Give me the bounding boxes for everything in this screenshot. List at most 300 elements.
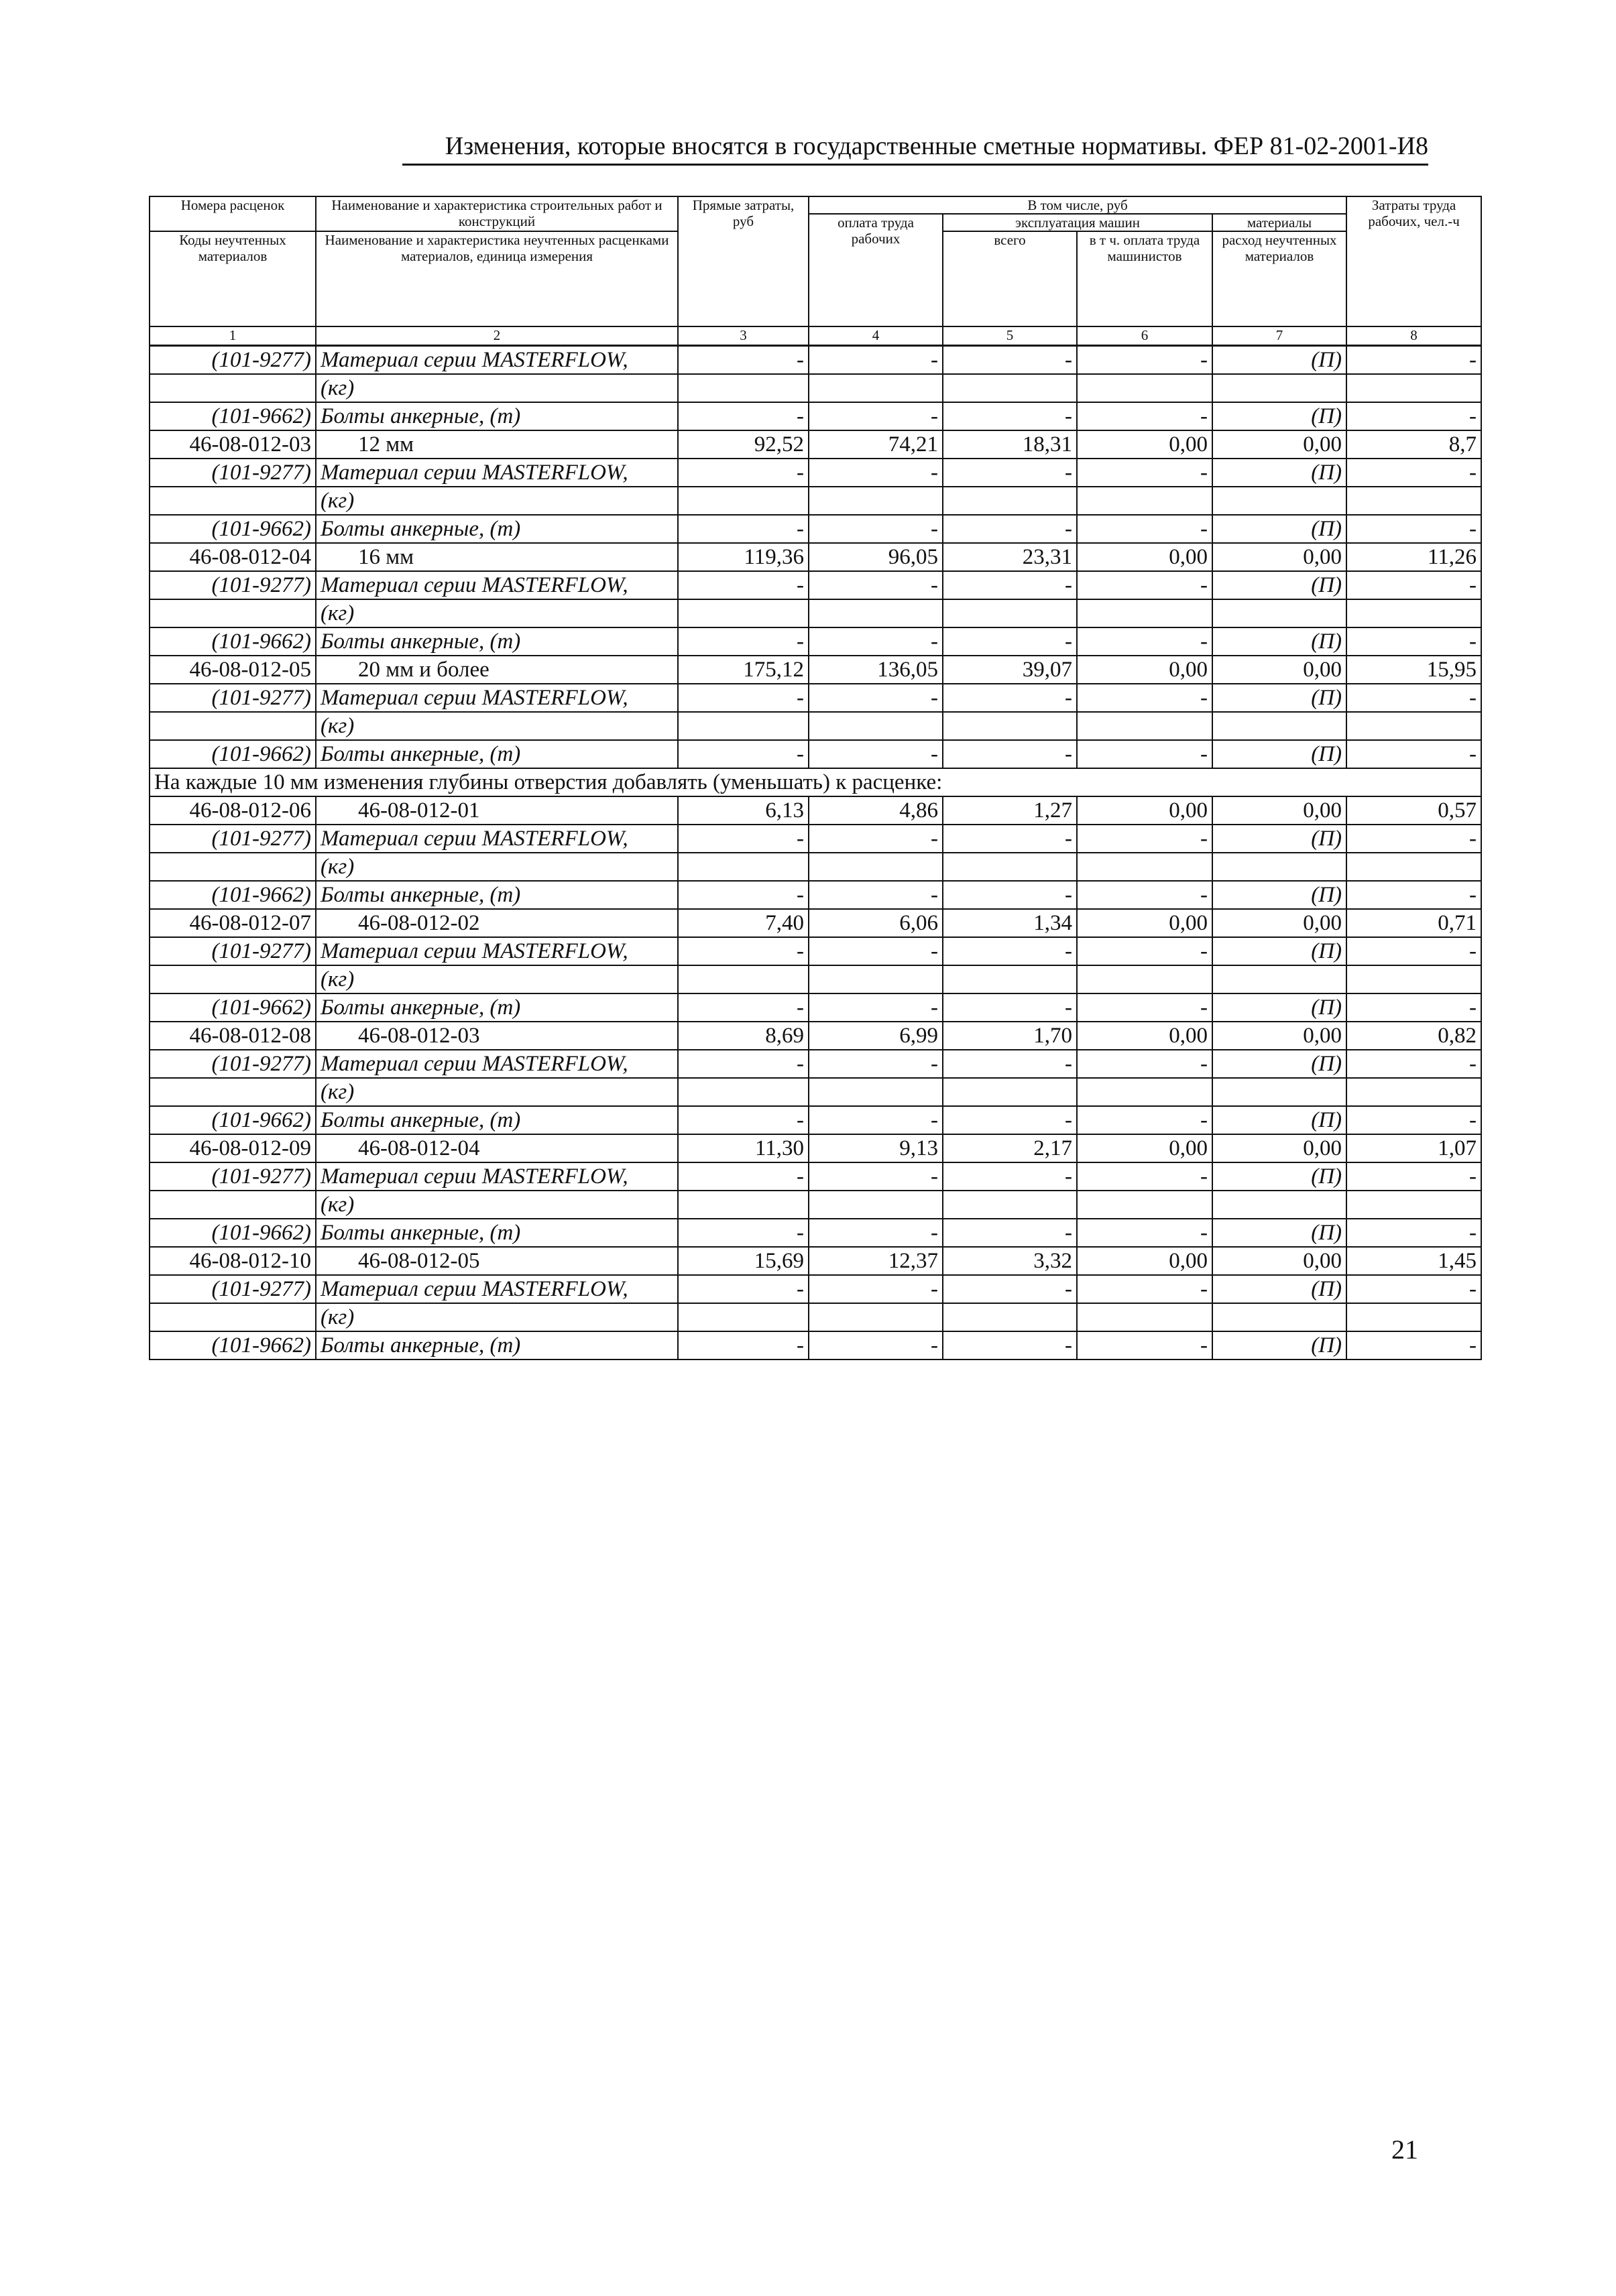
- item-name: Болты анкерные, (т): [316, 1106, 678, 1134]
- materials-value: [1212, 712, 1346, 740]
- direct-costs: -: [678, 346, 809, 375]
- labor-hours: [1346, 965, 1481, 993]
- material-row: [150, 1303, 1481, 1331]
- direct-costs: [678, 853, 809, 881]
- item-name: (кг): [316, 853, 678, 881]
- materials-value: [1212, 374, 1346, 402]
- rate-code: (101-9277): [150, 937, 316, 965]
- labor-pay: [809, 1191, 943, 1219]
- item-name: 46-08-012-02: [316, 909, 678, 937]
- rate-code: 46-08-012-06: [150, 796, 316, 825]
- labor-hours: -: [1346, 1219, 1481, 1247]
- labor-hours: [1346, 374, 1481, 402]
- machine-costs: -: [943, 402, 1077, 430]
- labor-pay: [809, 487, 943, 515]
- item-name: Материал серии MASTERFLOW,: [316, 937, 678, 965]
- rate-code: (101-9662): [150, 1219, 316, 1247]
- labor-hours: -: [1346, 346, 1481, 375]
- machine-costs: -: [943, 937, 1077, 965]
- materials-value: (П): [1212, 515, 1346, 543]
- direct-costs: -: [678, 459, 809, 487]
- direct-costs: -: [678, 937, 809, 965]
- item-name: (кг): [316, 374, 678, 402]
- machinist-pay: -: [1077, 1050, 1212, 1078]
- labor-hours: [1346, 1191, 1481, 1219]
- item-name: (кг): [316, 487, 678, 515]
- labor-hours: -: [1346, 740, 1481, 768]
- column-number: 2: [316, 326, 678, 346]
- labor-hours: -: [1346, 684, 1481, 712]
- labor-pay: [809, 1078, 943, 1106]
- direct-costs: [678, 1078, 809, 1106]
- material-row: [150, 1106, 1481, 1134]
- rate-code: (101-9277): [150, 684, 316, 712]
- page-number: 21: [1391, 2134, 1418, 2165]
- rate-row: [150, 430, 1481, 459]
- labor-hours: 15,95: [1346, 656, 1481, 684]
- material-row: [150, 402, 1481, 430]
- rate-code: [150, 374, 316, 402]
- labor-hours: -: [1346, 571, 1481, 599]
- direct-costs: -: [678, 825, 809, 853]
- machine-costs: -: [943, 1050, 1077, 1078]
- labor-pay: [809, 965, 943, 993]
- labor-hours: -: [1346, 459, 1481, 487]
- machinist-pay: [1077, 1078, 1212, 1106]
- labor-pay: -: [809, 459, 943, 487]
- direct-costs: 15,69: [678, 1247, 809, 1275]
- header-col2-bottom: Наименование и характеристика неучтенных расценками материалов, единица измерения: [316, 231, 678, 326]
- direct-costs: -: [678, 1106, 809, 1134]
- machinist-pay: -: [1077, 571, 1212, 599]
- header-machines-incl: в т ч. оплата труда машинистов: [1077, 231, 1212, 326]
- material-row: [150, 881, 1481, 909]
- direct-costs: 175,12: [678, 656, 809, 684]
- machine-costs: 39,07: [943, 656, 1077, 684]
- item-name: Материал серии MASTERFLOW,: [316, 825, 678, 853]
- machinist-pay: -: [1077, 459, 1212, 487]
- item-name: Материал серии MASTERFLOW,: [316, 1050, 678, 1078]
- machine-costs: 1,27: [943, 796, 1077, 825]
- rate-code: [150, 1303, 316, 1331]
- material-row: [150, 993, 1481, 1022]
- machine-costs: -: [943, 459, 1077, 487]
- direct-costs: 8,69: [678, 1022, 809, 1050]
- direct-costs: [678, 599, 809, 627]
- item-name: Болты анкерные, (т): [316, 993, 678, 1022]
- machine-costs: -: [943, 740, 1077, 768]
- rate-code: [150, 1078, 316, 1106]
- item-name: 46-08-012-03: [316, 1022, 678, 1050]
- labor-pay: -: [809, 1275, 943, 1303]
- machine-costs: -: [943, 1219, 1077, 1247]
- machinist-pay: [1077, 487, 1212, 515]
- section-note: На каждые 10 мм изменения глубины отверстия добавлять (уменьшать) к расценке:: [150, 768, 1481, 796]
- material-row: [150, 1219, 1481, 1247]
- labor-hours: -: [1346, 825, 1481, 853]
- item-name: Болты анкерные, (т): [316, 1219, 678, 1247]
- rate-code: (101-9662): [150, 1106, 316, 1134]
- item-name: Болты анкерные, (т): [316, 515, 678, 543]
- materials-value: (П): [1212, 402, 1346, 430]
- column-number: 4: [809, 326, 943, 346]
- direct-costs: -: [678, 1275, 809, 1303]
- labor-pay: 9,13: [809, 1134, 943, 1162]
- header-labor-hours: Затраты труда рабочих, чел.-ч: [1346, 196, 1481, 326]
- materials-value: (П): [1212, 684, 1346, 712]
- labor-pay: -: [809, 346, 943, 375]
- material-row: [150, 825, 1481, 853]
- machinist-pay: -: [1077, 993, 1212, 1022]
- materials-value: [1212, 1191, 1346, 1219]
- materials-value: 0,00: [1212, 1134, 1346, 1162]
- labor-hours: -: [1346, 1331, 1481, 1360]
- materials-value: [1212, 599, 1346, 627]
- machine-costs: [943, 712, 1077, 740]
- machine-costs: -: [943, 346, 1077, 375]
- column-number-row: [150, 326, 1481, 346]
- materials-value: (П): [1212, 346, 1346, 375]
- rate-code: 46-08-012-10: [150, 1247, 316, 1275]
- labor-pay: -: [809, 515, 943, 543]
- labor-pay: [809, 853, 943, 881]
- item-name: (кг): [316, 965, 678, 993]
- item-name: Болты анкерные, (т): [316, 740, 678, 768]
- rate-code: [150, 965, 316, 993]
- materials-value: (П): [1212, 993, 1346, 1022]
- section-note-row: [150, 768, 1481, 796]
- rate-code: (101-9277): [150, 459, 316, 487]
- direct-costs: -: [678, 1050, 809, 1078]
- labor-pay: -: [809, 937, 943, 965]
- rate-row: [150, 909, 1481, 937]
- labor-pay: 74,21: [809, 430, 943, 459]
- materials-value: 0,00: [1212, 1022, 1346, 1050]
- column-number: 7: [1212, 326, 1346, 346]
- rate-code: (101-9277): [150, 1050, 316, 1078]
- rate-code: [150, 712, 316, 740]
- material-row: [150, 1162, 1481, 1191]
- labor-hours: [1346, 599, 1481, 627]
- machinist-pay: 0,00: [1077, 430, 1212, 459]
- item-name: Материал серии MASTERFLOW,: [316, 571, 678, 599]
- materials-value: 0,00: [1212, 909, 1346, 937]
- rate-code: [150, 1191, 316, 1219]
- materials-value: (П): [1212, 1331, 1346, 1360]
- machine-costs: [943, 853, 1077, 881]
- direct-costs: -: [678, 571, 809, 599]
- machine-costs: -: [943, 1275, 1077, 1303]
- machinist-pay: 0,00: [1077, 1134, 1212, 1162]
- header-col1-top: Номера расценок: [150, 196, 316, 231]
- materials-value: (П): [1212, 1106, 1346, 1134]
- item-name: Болты анкерные, (т): [316, 1331, 678, 1360]
- labor-pay: -: [809, 627, 943, 656]
- machine-costs: -: [943, 993, 1077, 1022]
- direct-costs: -: [678, 1219, 809, 1247]
- rate-row: [150, 1247, 1481, 1275]
- item-name: Материал серии MASTERFLOW,: [316, 1275, 678, 1303]
- rate-code: (101-9277): [150, 825, 316, 853]
- labor-pay: -: [809, 402, 943, 430]
- rate-code: [150, 487, 316, 515]
- direct-costs: -: [678, 402, 809, 430]
- machinist-pay: [1077, 599, 1212, 627]
- machinist-pay: 0,00: [1077, 1022, 1212, 1050]
- labor-hours: 0,82: [1346, 1022, 1481, 1050]
- materials-value: (П): [1212, 1219, 1346, 1247]
- labor-hours: -: [1346, 402, 1481, 430]
- direct-costs: 6,13: [678, 796, 809, 825]
- materials-value: 0,00: [1212, 796, 1346, 825]
- item-name: Материал серии MASTERFLOW,: [316, 684, 678, 712]
- materials-value: (П): [1212, 740, 1346, 768]
- machine-costs: 2,17: [943, 1134, 1077, 1162]
- direct-costs: 11,30: [678, 1134, 809, 1162]
- header-machines: эксплуатация машин: [943, 214, 1212, 231]
- rate-row: [150, 796, 1481, 825]
- machine-costs: [943, 965, 1077, 993]
- material-row: [150, 1078, 1481, 1106]
- direct-costs: -: [678, 627, 809, 656]
- labor-pay: 12,37: [809, 1247, 943, 1275]
- rate-code: (101-9662): [150, 402, 316, 430]
- direct-costs: 119,36: [678, 543, 809, 571]
- item-name: Болты анкерные, (т): [316, 627, 678, 656]
- direct-costs: [678, 374, 809, 402]
- column-number: 1: [150, 326, 316, 346]
- machinist-pay: 0,00: [1077, 796, 1212, 825]
- machinist-pay: [1077, 712, 1212, 740]
- material-row: [150, 1050, 1481, 1078]
- item-name: Материал серии MASTERFLOW,: [316, 346, 678, 375]
- machine-costs: -: [943, 515, 1077, 543]
- rate-row: [150, 656, 1481, 684]
- header-labor-pay: оплата труда рабочих: [809, 214, 943, 326]
- machine-costs: -: [943, 825, 1077, 853]
- machinist-pay: -: [1077, 1162, 1212, 1191]
- direct-costs: -: [678, 1162, 809, 1191]
- direct-costs: -: [678, 1331, 809, 1360]
- header-col2-top: Наименование и характеристика строительных работ и конструкций: [316, 196, 678, 231]
- machinist-pay: [1077, 1303, 1212, 1331]
- direct-costs: -: [678, 684, 809, 712]
- labor-hours: 1,07: [1346, 1134, 1481, 1162]
- material-row: [150, 515, 1481, 543]
- rates-table: [149, 196, 1482, 1360]
- labor-pay: -: [809, 881, 943, 909]
- machine-costs: [943, 599, 1077, 627]
- machine-costs: 3,32: [943, 1247, 1077, 1275]
- header-direct-costs: Прямые затраты, руб: [678, 196, 809, 326]
- direct-costs: [678, 712, 809, 740]
- table-body: [150, 346, 1481, 1360]
- materials-value: (П): [1212, 1275, 1346, 1303]
- labor-pay: [809, 712, 943, 740]
- column-number: 8: [1346, 326, 1481, 346]
- direct-costs: -: [678, 515, 809, 543]
- labor-pay: 6,06: [809, 909, 943, 937]
- rate-code: (101-9662): [150, 881, 316, 909]
- column-number: 6: [1077, 326, 1212, 346]
- materials-value: 0,00: [1212, 543, 1346, 571]
- labor-hours: -: [1346, 937, 1481, 965]
- materials-value: [1212, 1303, 1346, 1331]
- labor-pay: 136,05: [809, 656, 943, 684]
- labor-hours: -: [1346, 1106, 1481, 1134]
- material-row: [150, 1331, 1481, 1360]
- labor-hours: 1,45: [1346, 1247, 1481, 1275]
- materials-value: [1212, 853, 1346, 881]
- rate-code: (101-9662): [150, 740, 316, 768]
- materials-value: [1212, 487, 1346, 515]
- rate-code: (101-9277): [150, 346, 316, 375]
- direct-costs: [678, 1303, 809, 1331]
- machine-costs: 23,31: [943, 543, 1077, 571]
- direct-costs: [678, 487, 809, 515]
- materials-value: 0,00: [1212, 430, 1346, 459]
- machine-costs: [943, 1303, 1077, 1331]
- machine-costs: [943, 374, 1077, 402]
- rate-code: 46-08-012-07: [150, 909, 316, 937]
- materials-value: [1212, 1078, 1346, 1106]
- material-row: [150, 459, 1481, 487]
- machine-costs: [943, 1191, 1077, 1219]
- rate-code: 46-08-012-09: [150, 1134, 316, 1162]
- material-row: [150, 487, 1481, 515]
- machinist-pay: -: [1077, 1106, 1212, 1134]
- direct-costs: 92,52: [678, 430, 809, 459]
- labor-pay: [809, 599, 943, 627]
- material-row: [150, 937, 1481, 965]
- materials-value: (П): [1212, 459, 1346, 487]
- labor-pay: 96,05: [809, 543, 943, 571]
- column-number: 5: [943, 326, 1077, 346]
- labor-hours: [1346, 853, 1481, 881]
- labor-pay: -: [809, 1050, 943, 1078]
- material-row: [150, 571, 1481, 599]
- item-name: 46-08-012-04: [316, 1134, 678, 1162]
- machine-costs: 1,70: [943, 1022, 1077, 1050]
- machine-costs: 18,31: [943, 430, 1077, 459]
- labor-hours: -: [1346, 515, 1481, 543]
- machinist-pay: -: [1077, 402, 1212, 430]
- materials-value: (П): [1212, 881, 1346, 909]
- machinist-pay: -: [1077, 1275, 1212, 1303]
- labor-pay: 4,86: [809, 796, 943, 825]
- labor-hours: -: [1346, 993, 1481, 1022]
- table-header: [150, 196, 1481, 346]
- item-name: Материал серии MASTERFLOW,: [316, 459, 678, 487]
- item-name: (кг): [316, 712, 678, 740]
- machinist-pay: 0,00: [1077, 909, 1212, 937]
- machinist-pay: 0,00: [1077, 1247, 1212, 1275]
- rate-code: (101-9277): [150, 1162, 316, 1191]
- item-name: Болты анкерные, (т): [316, 402, 678, 430]
- labor-hours: 0,57: [1346, 796, 1481, 825]
- labor-hours: 0,71: [1346, 909, 1481, 937]
- machinist-pay: 0,00: [1077, 656, 1212, 684]
- labor-hours: -: [1346, 1162, 1481, 1191]
- material-row: [150, 627, 1481, 656]
- materials-value: (П): [1212, 1162, 1346, 1191]
- machinist-pay: -: [1077, 881, 1212, 909]
- machine-costs: -: [943, 881, 1077, 909]
- material-row: [150, 374, 1481, 402]
- materials-value: [1212, 965, 1346, 993]
- labor-pay: -: [809, 825, 943, 853]
- direct-costs: [678, 1191, 809, 1219]
- item-name: 46-08-012-05: [316, 1247, 678, 1275]
- machinist-pay: 0,00: [1077, 543, 1212, 571]
- rate-row: [150, 1022, 1481, 1050]
- machinist-pay: -: [1077, 346, 1212, 375]
- machine-costs: -: [943, 1106, 1077, 1134]
- labor-pay: -: [809, 1331, 943, 1360]
- header-col1-bottom: Коды неучтенных материалов: [150, 231, 316, 326]
- machine-costs: -: [943, 684, 1077, 712]
- machine-costs: -: [943, 571, 1077, 599]
- rate-code: (101-9662): [150, 627, 316, 656]
- column-number: 3: [678, 326, 809, 346]
- labor-hours: 11,26: [1346, 543, 1481, 571]
- item-name: 12 мм: [316, 430, 678, 459]
- rate-code: (101-9277): [150, 1275, 316, 1303]
- machinist-pay: -: [1077, 740, 1212, 768]
- labor-hours: -: [1346, 1275, 1481, 1303]
- labor-pay: -: [809, 1162, 943, 1191]
- machinist-pay: -: [1077, 937, 1212, 965]
- labor-pay: -: [809, 684, 943, 712]
- material-row: [150, 712, 1481, 740]
- material-row: [150, 853, 1481, 881]
- material-row: [150, 346, 1481, 375]
- machine-costs: -: [943, 1162, 1077, 1191]
- header-materials-sub: расход неучтенных материалов: [1212, 231, 1346, 326]
- item-name: 20 мм и более: [316, 656, 678, 684]
- item-name: (кг): [316, 1191, 678, 1219]
- material-row: [150, 740, 1481, 768]
- item-name: Материал серии MASTERFLOW,: [316, 1162, 678, 1191]
- materials-value: (П): [1212, 627, 1346, 656]
- machine-costs: 1,34: [943, 909, 1077, 937]
- labor-pay: -: [809, 1219, 943, 1247]
- material-row: [150, 599, 1481, 627]
- labor-pay: [809, 374, 943, 402]
- machinist-pay: [1077, 853, 1212, 881]
- rate-row: [150, 543, 1481, 571]
- item-name: (кг): [316, 1078, 678, 1106]
- labor-pay: 6,99: [809, 1022, 943, 1050]
- page-header: Изменения, которые вносятся в государственные сметные нормативы. ФЕР 81-02-2001-И8: [402, 131, 1428, 166]
- labor-pay: -: [809, 740, 943, 768]
- direct-costs: -: [678, 993, 809, 1022]
- labor-pay: -: [809, 571, 943, 599]
- labor-hours: -: [1346, 1050, 1481, 1078]
- materials-value: (П): [1212, 571, 1346, 599]
- machinist-pay: -: [1077, 825, 1212, 853]
- direct-costs: [678, 965, 809, 993]
- machinist-pay: -: [1077, 515, 1212, 543]
- rate-code: 46-08-012-04: [150, 543, 316, 571]
- machine-costs: -: [943, 627, 1077, 656]
- materials-value: (П): [1212, 937, 1346, 965]
- machinist-pay: [1077, 1191, 1212, 1219]
- header-materials: материалы: [1212, 214, 1346, 231]
- material-row: [150, 684, 1481, 712]
- labor-pay: [809, 1303, 943, 1331]
- labor-hours: -: [1346, 881, 1481, 909]
